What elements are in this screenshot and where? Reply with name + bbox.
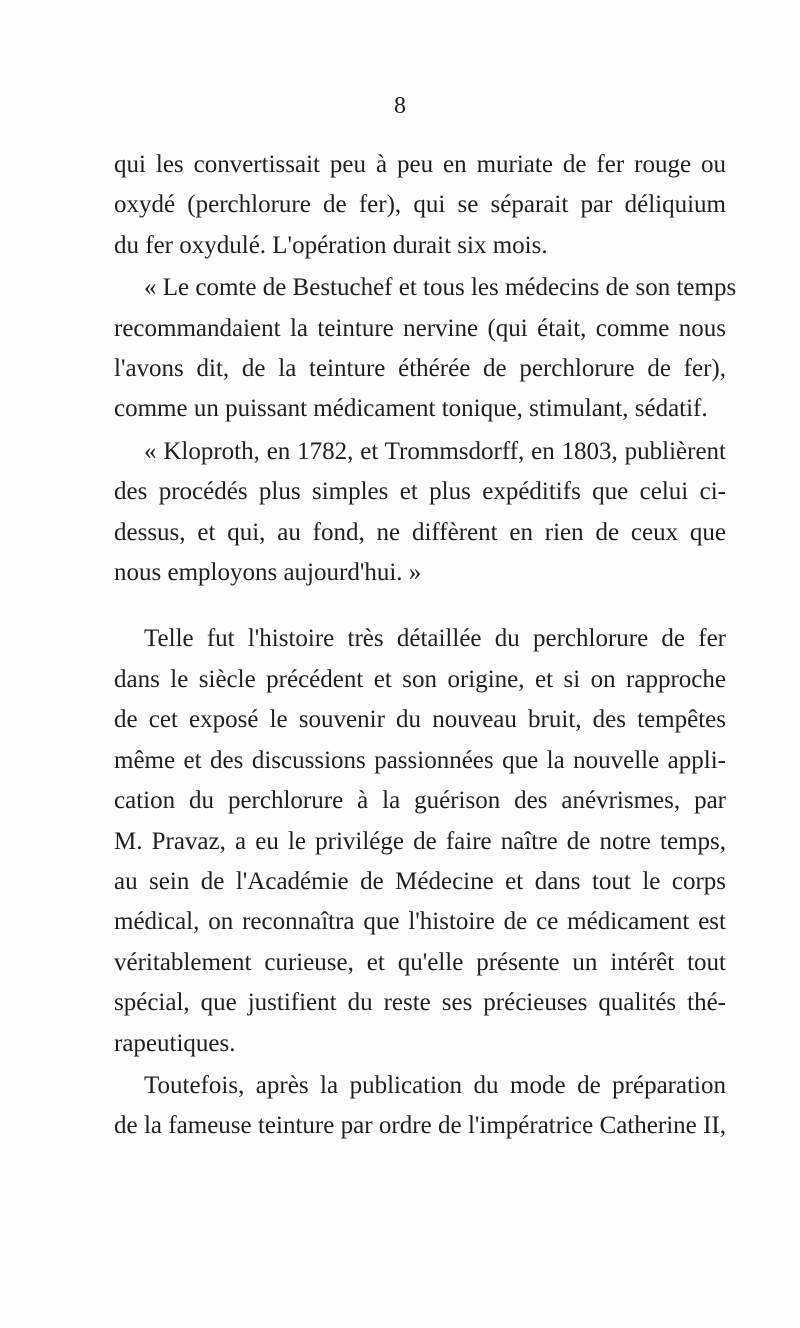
text-line: qui les convertissait peu à peu en muriate de fer rouge ou [114, 151, 726, 178]
text-line: dans le siècle précédent et son origine, et si on rapproche [114, 665, 726, 693]
text-line: comme un puissant médicament tonique, stimulant, sédatif. [114, 395, 708, 423]
text-line: même et des discussions passionnées que la nouvelle appli- [114, 746, 726, 774]
body-text [114, 145, 737, 1147]
text-line: cation du perchlorure à la guérison des anévrismes, par [114, 787, 726, 815]
text-line: de cet exposé le souvenir du nouveau bruit, des tempêtes [114, 706, 726, 734]
text-line: des procédés plus simples et plus expéditifs que celui ci- [114, 478, 726, 506]
text-line: recommandaient la teinture nervine (qui était, comme nous [114, 314, 726, 342]
text-line: nous employons aujourd'hui. » [114, 559, 422, 587]
page-number: 8 [394, 93, 406, 119]
text-line: Toutefois, après la publication du mode de préparation [144, 1071, 726, 1099]
paragraph-2 [114, 268, 737, 430]
paragraph-gap [114, 593, 726, 619]
text-line: rapeutiques. [114, 1029, 236, 1057]
text-line: véritablement curieuse, et qu'elle présente un intérêt tout [114, 948, 726, 976]
text-line: médical, on reconnaîtra que l'histoire de ce médicament est [114, 908, 726, 936]
paragraph-4 [114, 619, 726, 1063]
paragraph-1 [114, 145, 726, 266]
text-line: dessus, et qui, au fond, ne diffèrent en rien de ceux que [114, 518, 726, 546]
text-line: l'avons dit, de la teinture éthérée de perchlorure de fer), [114, 355, 726, 383]
text-line: oxydé (perchlorure de fer), qui se séparait par déliquium [114, 191, 726, 219]
text-line: « Le comte de Bestuchef et tous les médecins de son temps [144, 274, 737, 302]
text-line: au sein de l'Académie de Médecine et dans tout le corps [114, 867, 726, 895]
paragraph-3 [114, 432, 726, 594]
text-line: M. Pravaz, a eu le privilége de faire naître de notre temps, [114, 827, 726, 855]
text-line: spécial, que justifient du reste ses précieuses qualités thé- [114, 989, 726, 1017]
text-line: de la fameuse teinture par ordre de l'impératrice Catherine II, [114, 1112, 726, 1140]
text-line: Telle fut l'histoire très détaillée du perchlorure de fer [144, 625, 726, 653]
text-line: « Kloproth, en 1782, et Trommsdorff, en 1803, publièrent [144, 437, 726, 465]
text-line: du fer oxydulé. L'opération durait six mois. [114, 231, 548, 259]
paragraph-5 [114, 1066, 726, 1147]
